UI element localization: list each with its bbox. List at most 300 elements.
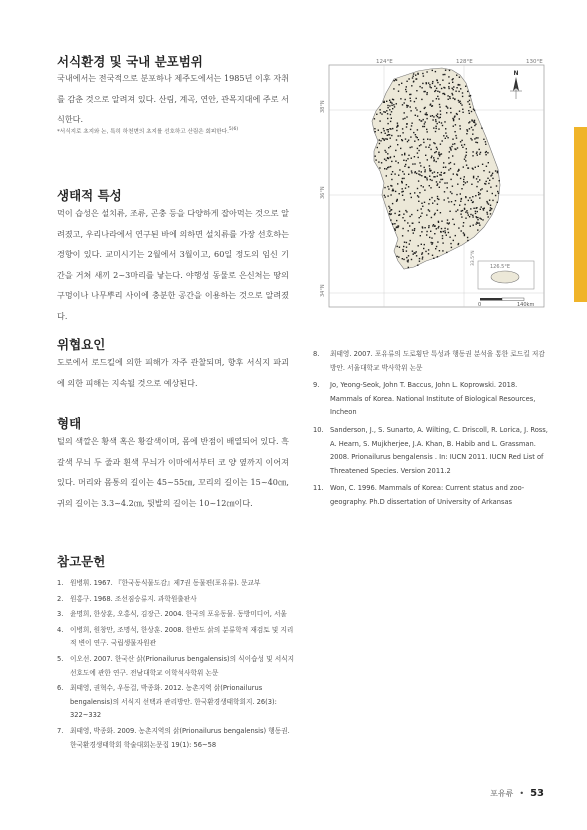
occurrence-dot xyxy=(479,149,480,150)
occurrence-dot xyxy=(430,149,431,150)
occurrence-dot xyxy=(437,96,438,97)
occurrence-dot xyxy=(462,147,463,148)
occurrence-dot xyxy=(441,174,442,175)
occurrence-dot xyxy=(417,115,418,116)
occurrence-dot xyxy=(385,152,386,153)
occurrence-dot xyxy=(495,195,496,196)
occurrence-dot xyxy=(406,247,407,248)
occurrence-dot xyxy=(471,200,472,201)
occurrence-dot xyxy=(424,167,425,168)
occurrence-dot xyxy=(381,162,382,163)
occurrence-dot xyxy=(413,132,414,133)
occurrence-dot xyxy=(469,113,470,114)
occurrence-dot xyxy=(413,232,414,233)
reference-number: 4. xyxy=(57,625,64,634)
occurrence-dot xyxy=(403,178,404,179)
occurrence-dot xyxy=(438,117,439,118)
occurrence-dot xyxy=(427,131,428,132)
occurrence-dot xyxy=(420,165,421,166)
occurrence-dot xyxy=(378,152,379,153)
reference-item xyxy=(57,653,297,680)
occurrence-dot xyxy=(445,167,446,168)
occurrence-dot xyxy=(465,156,466,157)
occurrence-dot xyxy=(489,171,490,172)
occurrence-dot xyxy=(385,160,386,161)
occurrence-dot xyxy=(391,111,392,112)
occurrence-dot xyxy=(402,188,403,189)
occurrence-dot xyxy=(379,120,380,121)
occurrence-dot xyxy=(461,104,462,105)
occurrence-dot xyxy=(419,258,420,259)
occurrence-dot xyxy=(446,112,447,113)
occurrence-dot xyxy=(447,228,448,229)
occurrence-dot xyxy=(398,84,399,85)
occurrence-dot xyxy=(483,139,484,140)
occurrence-dot xyxy=(465,218,466,219)
occurrence-dot xyxy=(422,206,423,207)
occurrence-dot xyxy=(419,162,420,163)
occurrence-dot xyxy=(431,156,432,157)
occurrence-dot xyxy=(444,121,445,122)
occurrence-dot xyxy=(447,187,448,188)
occurrence-dot xyxy=(437,91,438,92)
occurrence-dot xyxy=(433,224,434,225)
occurrence-dot xyxy=(379,139,380,140)
occurrence-dot xyxy=(396,130,397,131)
reference-item xyxy=(57,624,297,651)
occurrence-dot xyxy=(417,265,418,266)
occurrence-dot xyxy=(411,85,412,86)
occurrence-dot xyxy=(394,223,395,224)
occurrence-dot xyxy=(393,104,394,105)
occurrence-dot xyxy=(481,188,482,189)
occurrence-dot xyxy=(435,121,436,122)
habitat-note-text: *서식지로 초지와 논, 특히 하천변의 초지를 선호하고 산림은 회피한다. xyxy=(57,129,229,135)
occurrence-dot xyxy=(440,231,441,232)
occurrence-dot xyxy=(390,146,391,147)
occurrence-dot xyxy=(437,176,438,177)
occurrence-dot xyxy=(431,180,432,181)
occurrence-dot xyxy=(451,193,452,194)
occurrence-dot xyxy=(426,114,427,115)
occurrence-dot xyxy=(454,143,455,144)
occurrence-dot xyxy=(412,77,413,78)
occurrence-dot xyxy=(413,76,414,77)
occurrence-dot xyxy=(431,106,432,107)
occurrence-dot xyxy=(439,84,440,85)
reference-text: 원홍구. 1968. 조선짐승류지. 과학원출판사 xyxy=(70,594,197,603)
reference-text: 원병휘. 1967. 『한국동식물도감』제7권 동물편(포유류). 문교부 xyxy=(70,579,261,587)
occurrence-dot xyxy=(473,109,474,110)
lat-label-38: 38°N xyxy=(320,100,326,113)
occurrence-dot xyxy=(475,213,476,214)
occurrence-dot xyxy=(471,139,472,140)
occurrence-dot xyxy=(413,73,414,74)
occurrence-dot xyxy=(384,130,385,131)
occurrence-dot xyxy=(451,201,452,202)
reference-number: 6. xyxy=(57,684,64,693)
occurrence-dot xyxy=(411,125,412,126)
occurrence-dot xyxy=(482,208,483,209)
occurrence-dot xyxy=(428,253,429,254)
occurrence-dot xyxy=(445,132,446,133)
occurrence-dot xyxy=(400,98,401,99)
occurrence-dot xyxy=(455,149,456,150)
occurrence-dot xyxy=(466,129,467,130)
occurrence-dot xyxy=(456,194,457,195)
occurrence-dot xyxy=(485,154,486,155)
occurrence-dot xyxy=(401,154,402,155)
occurrence-dot xyxy=(410,106,411,107)
form-text: 털의 색깔은 황색 혹은 황갈색이며, 몸에 반점이 배열되어 있다. 흑갈색 무늬 두 줄과 흰색 무늬가 이마에서부터 코 양 옆까지 이어져 있다. 머리와 몸통의 길이는 45~55㎝, 꼬리의 길이는 15~40㎝, 귀의 길이는 3.3~4.2㎝, 뒷발의 길이는 10~12㎝이다. xyxy=(57,436,289,508)
occurrence-dot xyxy=(402,249,403,250)
reference-text: Jo, Yeong-Seok, John T. Baccus, John L. Koprowski. 2018. Mammals of Korea. National Institute of Biological Resources, Incheon xyxy=(330,381,536,417)
occurrence-dot xyxy=(387,139,388,140)
occurrence-dot xyxy=(458,244,459,245)
occurrence-dot xyxy=(478,222,479,223)
north-label: N xyxy=(513,70,519,77)
occurrence-dot xyxy=(384,140,385,141)
occurrence-dot xyxy=(410,193,411,194)
occurrence-dot xyxy=(420,216,421,217)
occurrence-dot xyxy=(425,155,426,156)
occurrence-dot xyxy=(396,79,397,80)
occurrence-dot xyxy=(432,100,433,101)
occurrence-dot xyxy=(416,251,417,252)
occurrence-dot xyxy=(460,88,461,89)
occurrence-dot xyxy=(419,145,420,146)
occurrence-dot xyxy=(440,117,441,118)
occurrence-dot xyxy=(455,135,456,136)
occurrence-dot xyxy=(406,211,407,212)
occurrence-dot xyxy=(406,257,407,258)
occurrence-dot xyxy=(455,91,456,92)
references-list-right xyxy=(313,348,551,514)
occurrence-dot xyxy=(421,185,422,186)
occurrence-dot xyxy=(444,199,445,200)
occurrence-dot xyxy=(479,225,480,226)
occurrence-dot xyxy=(386,175,387,176)
occurrence-dot xyxy=(436,115,437,116)
occurrence-dot xyxy=(443,231,444,232)
occurrence-dot xyxy=(441,122,442,123)
occurrence-dot xyxy=(467,181,468,182)
occurrence-dot xyxy=(496,185,497,186)
occurrence-dot xyxy=(475,195,476,196)
occurrence-dot xyxy=(466,152,467,153)
reference-text: 윤명희, 한상훈, 오홍식, 김장근. 2004. 한국의 포유동물. 동방미디어, 서울 xyxy=(70,610,287,619)
occurrence-dot xyxy=(464,208,465,209)
occurrence-dot xyxy=(480,152,481,153)
occurrence-dot xyxy=(437,241,438,242)
occurrence-dot xyxy=(424,107,425,108)
occurrence-dot xyxy=(384,159,385,160)
occurrence-dot xyxy=(418,180,419,181)
occurrence-dot xyxy=(447,107,448,108)
occurrence-dot xyxy=(412,223,413,224)
footer-section: 포유류 xyxy=(490,789,514,798)
occurrence-dot xyxy=(449,237,450,238)
reference-text: 최태영, 박종화. 2009. 농촌지역의 삵(Prionailurus bengalensis) 행동권. 한국환경생태학회 학술대회논문집 19(1): 56~58 xyxy=(70,726,290,749)
occurrence-dot xyxy=(445,70,446,71)
occurrence-dot xyxy=(436,128,437,129)
occurrence-dot xyxy=(413,254,414,255)
reference-number: 9. xyxy=(313,381,320,390)
occurrence-dot xyxy=(425,121,426,122)
occurrence-dot xyxy=(432,225,433,226)
occurrence-dot xyxy=(477,176,478,177)
occurrence-dot xyxy=(410,147,411,148)
occurrence-dot xyxy=(418,201,419,202)
occurrence-dot xyxy=(423,142,424,143)
occurrence-dot xyxy=(429,139,430,140)
occurrence-dot xyxy=(399,169,400,170)
occurrence-dot xyxy=(421,171,422,172)
occurrence-dot xyxy=(420,111,421,112)
occurrence-dot xyxy=(429,84,430,85)
occurrence-dot xyxy=(408,155,409,156)
occurrence-dot xyxy=(442,242,443,243)
reference-text: 최태영. 2007. 포유류의 도로횡단 특성과 행동권 분석을 통한 로드킬 저감방안. 서울대학교 박사학위 논문 xyxy=(330,350,545,372)
occurrence-dot xyxy=(425,176,426,177)
occurrence-dot xyxy=(409,216,410,217)
occurrence-dot xyxy=(391,118,392,119)
occurrence-dot xyxy=(387,135,388,136)
occurrence-dot xyxy=(422,126,423,127)
occurrence-dot xyxy=(444,228,445,229)
occurrence-dot xyxy=(387,157,388,158)
occurrence-dot xyxy=(474,120,475,121)
occurrence-dot xyxy=(447,222,448,223)
occurrence-dot xyxy=(436,147,437,148)
reference-text: Won, C. 1996. Mammals of Korea: Current status and zoo-geography. Ph.D dissertation of University of Arkansas xyxy=(330,484,525,506)
occurrence-dot xyxy=(484,208,485,209)
reference-item xyxy=(313,424,551,478)
occurrence-dot xyxy=(438,227,439,228)
occurrence-dot xyxy=(426,118,427,119)
occurrence-dot xyxy=(387,113,388,114)
occurrence-dot xyxy=(414,192,415,193)
occurrence-dot xyxy=(428,203,429,204)
occurrence-dot xyxy=(394,213,395,214)
occurrence-dot xyxy=(453,86,454,87)
occurrence-dot xyxy=(435,248,436,249)
occurrence-dot xyxy=(391,179,392,180)
occurrence-dot xyxy=(421,254,422,255)
occurrence-dot xyxy=(398,162,399,163)
occurrence-dot xyxy=(412,163,413,164)
occurrence-dot xyxy=(439,154,440,155)
occurrence-dot xyxy=(446,135,447,136)
occurrence-dot xyxy=(386,168,387,169)
occurrence-dot xyxy=(389,211,390,212)
occurrence-dot xyxy=(417,195,418,196)
occurrence-dot xyxy=(408,167,409,168)
occurrence-dot xyxy=(448,76,449,77)
occurrence-dot xyxy=(431,242,432,243)
occurrence-dot xyxy=(437,116,438,117)
occurrence-dot xyxy=(399,214,400,215)
occurrence-dot xyxy=(440,179,441,180)
occurrence-dot xyxy=(488,162,489,163)
occurrence-dot xyxy=(418,245,419,246)
occurrence-dot xyxy=(448,201,449,202)
occurrence-dot xyxy=(414,156,415,157)
occurrence-dot xyxy=(383,128,384,129)
occurrence-dot xyxy=(390,166,391,167)
occurrence-dot xyxy=(433,160,434,161)
occurrence-dot xyxy=(399,193,400,194)
occurrence-dot xyxy=(470,226,471,227)
occurrence-dot xyxy=(387,105,388,106)
occurrence-dot xyxy=(476,207,477,208)
occurrence-dot xyxy=(383,111,384,112)
occurrence-dot xyxy=(437,256,438,257)
occurrence-dot xyxy=(391,103,392,104)
occurrence-dot xyxy=(397,123,398,124)
occurrence-dot xyxy=(395,150,396,151)
occurrence-dot xyxy=(454,131,455,132)
occurrence-dot xyxy=(429,144,430,145)
occurrence-dot xyxy=(404,118,405,119)
occurrence-dot xyxy=(469,100,470,101)
occurrence-dot xyxy=(416,90,417,91)
occurrence-dot xyxy=(477,137,478,138)
occurrence-dot xyxy=(450,112,451,113)
occurrence-dot xyxy=(454,163,455,164)
occurrence-dot xyxy=(398,91,399,92)
occurrence-dot xyxy=(463,184,464,185)
occurrence-dot xyxy=(424,126,425,127)
occurrence-dot xyxy=(437,172,438,173)
occurrence-dot xyxy=(441,228,442,229)
occurrence-dot xyxy=(471,119,472,120)
occurrence-dot xyxy=(402,258,403,259)
occurrence-dot xyxy=(432,203,433,204)
occurrence-dot xyxy=(487,202,488,203)
occurrence-dot xyxy=(407,222,408,223)
occurrence-dot xyxy=(450,148,451,149)
occurrence-dot xyxy=(393,88,394,89)
occurrence-dot xyxy=(451,146,452,147)
occurrence-dot xyxy=(414,228,415,229)
occurrence-dot xyxy=(443,162,444,163)
occurrence-dot xyxy=(394,80,395,81)
occurrence-dot xyxy=(477,229,478,230)
occurrence-dot xyxy=(483,170,484,171)
occurrence-dot xyxy=(478,194,479,195)
occurrence-dot xyxy=(416,255,417,256)
occurrence-dot xyxy=(405,99,406,100)
occurrence-dot xyxy=(486,181,487,182)
occurrence-dot xyxy=(460,128,461,129)
occurrence-dot xyxy=(444,230,445,231)
occurrence-dot xyxy=(477,142,478,143)
occurrence-dot xyxy=(458,91,459,92)
occurrence-dot xyxy=(470,214,471,215)
occurrence-dot xyxy=(387,107,388,108)
occurrence-dot xyxy=(424,227,425,228)
scale-end: 140km xyxy=(517,302,535,308)
ecology-text: 먹이 습성은 설치류, 조류, 곤충 등을 다양하게 잡아먹는 것으로 알려졌고, 우리나라에서 연구된 바에 의하면 설치류를 가장 선호하는 경향이 있다. 교미시기는 2월에서 3월이고, 60일 정도의 임신 기간을 거쳐 새끼 2~3마리를 낳는다. 야행성 동물로 은신처는 땅의 구멍이나 나무뿌리 사이에 충분한 공간을 이용하는 것으로 알려졌다. xyxy=(57,208,289,321)
occurrence-dot xyxy=(396,220,397,221)
occurrence-dot xyxy=(390,138,391,139)
occurrence-dot xyxy=(433,157,434,158)
occurrence-dot xyxy=(396,103,397,104)
occurrence-dot xyxy=(421,203,422,204)
occurrence-dot xyxy=(449,147,450,148)
occurrence-dot xyxy=(430,104,431,105)
occurrence-dot xyxy=(449,98,450,99)
occurrence-dot xyxy=(446,182,447,183)
occurrence-dot xyxy=(426,214,427,215)
occurrence-dot xyxy=(426,112,427,113)
occurrence-dot xyxy=(437,123,438,124)
occurrence-dot xyxy=(463,225,464,226)
occurrence-dot xyxy=(419,119,420,120)
occurrence-dot xyxy=(404,242,405,243)
occurrence-dot xyxy=(454,99,455,100)
occurrence-dot xyxy=(418,170,419,171)
occurrence-dot xyxy=(434,233,435,234)
occurrence-dot xyxy=(437,113,438,114)
occurrence-dot xyxy=(433,258,434,259)
occurrence-dot xyxy=(477,211,478,212)
occurrence-dot xyxy=(448,88,449,89)
reference-item xyxy=(57,682,297,723)
occurrence-dot xyxy=(379,143,380,144)
occurrence-dot xyxy=(449,83,450,84)
occurrence-dot xyxy=(439,250,440,251)
occurrence-dot xyxy=(452,219,453,220)
occurrence-dot xyxy=(426,94,427,95)
occurrence-dot xyxy=(415,115,416,116)
occurrence-dot xyxy=(402,217,403,218)
occurrence-dot xyxy=(456,75,457,76)
occurrence-dot xyxy=(387,153,388,154)
occurrence-dot xyxy=(455,200,456,201)
occurrence-dot xyxy=(473,208,474,209)
occurrence-dot xyxy=(403,251,404,252)
occurrence-dot xyxy=(418,196,419,197)
occurrence-dot xyxy=(441,88,442,89)
occurrence-dot xyxy=(391,105,392,106)
occurrence-dot xyxy=(402,140,403,141)
occurrence-dot xyxy=(404,154,405,155)
occurrence-dot xyxy=(397,126,398,127)
occurrence-dot xyxy=(405,138,406,139)
occurrence-dot xyxy=(392,128,393,129)
page-footer xyxy=(490,788,544,799)
occurrence-dot xyxy=(380,140,381,141)
occurrence-dot xyxy=(475,142,476,143)
occurrence-dot xyxy=(419,217,420,218)
distribution-map xyxy=(314,55,547,314)
occurrence-dot xyxy=(397,144,398,145)
occurrence-dot xyxy=(488,216,489,217)
occurrence-dot xyxy=(397,227,398,228)
occurrence-dot xyxy=(407,105,408,106)
occurrence-dot xyxy=(477,154,478,155)
reference-item xyxy=(57,725,297,752)
occurrence-dot xyxy=(453,98,454,99)
occurrence-dot xyxy=(380,112,381,113)
occurrence-dot xyxy=(434,86,435,87)
occurrence-dot xyxy=(458,227,459,228)
occurrence-dot xyxy=(432,115,433,116)
occurrence-dot xyxy=(420,144,421,145)
occurrence-dot xyxy=(417,152,418,153)
